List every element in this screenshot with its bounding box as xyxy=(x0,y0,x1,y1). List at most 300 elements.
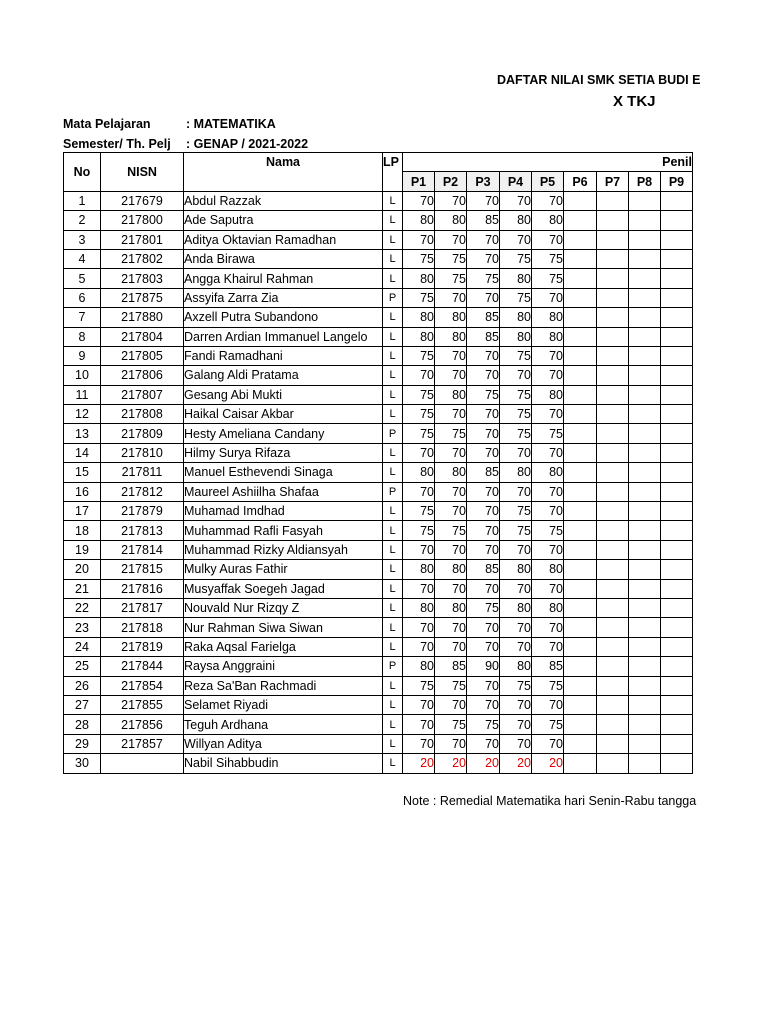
row-nisn: 217815 xyxy=(101,560,184,579)
score-p3: 20 xyxy=(467,754,500,773)
table-row xyxy=(64,308,693,327)
row-lp: L xyxy=(383,734,403,753)
score-p2: 80 xyxy=(435,308,467,327)
row-nama: Axzell Putra Subandono xyxy=(184,308,383,327)
row-nisn xyxy=(101,754,184,773)
subject-label: Mata Pelajaran xyxy=(63,117,151,131)
score-p3: 70 xyxy=(467,637,500,656)
score-p6 xyxy=(564,579,597,598)
score-p3: 85 xyxy=(467,211,500,230)
row-no: 8 xyxy=(64,327,101,346)
score-p4: 75 xyxy=(500,502,532,521)
score-p7 xyxy=(597,366,629,385)
row-nama: Aditya Oktavian Ramadhan xyxy=(184,230,383,249)
row-nama: Haikal Caisar Akbar xyxy=(184,405,383,424)
score-p8 xyxy=(629,191,661,210)
score-p4: 75 xyxy=(500,288,532,307)
row-nama: Galang Aldi Pratama xyxy=(184,366,383,385)
score-p6 xyxy=(564,657,597,676)
header-row-top xyxy=(64,153,693,172)
row-nisn: 217809 xyxy=(101,424,184,443)
score-p6 xyxy=(564,269,597,288)
row-nisn: 217880 xyxy=(101,308,184,327)
score-p7 xyxy=(597,230,629,249)
score-p3: 70 xyxy=(467,482,500,501)
row-lp: L xyxy=(383,715,403,734)
row-no: 28 xyxy=(64,715,101,734)
score-p5: 70 xyxy=(532,579,564,598)
score-p2: 80 xyxy=(435,211,467,230)
row-nisn: 217814 xyxy=(101,540,184,559)
score-p2: 80 xyxy=(435,385,467,404)
score-p5: 80 xyxy=(532,560,564,579)
row-nama: Willyan Aditya xyxy=(184,734,383,753)
score-p4: 75 xyxy=(500,676,532,695)
row-lp: L xyxy=(383,540,403,559)
score-p2: 70 xyxy=(435,230,467,249)
score-p5: 70 xyxy=(532,482,564,501)
score-p8 xyxy=(629,695,661,714)
score-p4: 75 xyxy=(500,346,532,365)
score-p9 xyxy=(661,308,693,327)
score-p2: 70 xyxy=(435,502,467,521)
score-p5: 20 xyxy=(532,754,564,773)
row-no: 25 xyxy=(64,657,101,676)
row-no: 7 xyxy=(64,308,101,327)
score-p9 xyxy=(661,715,693,734)
score-p2: 70 xyxy=(435,191,467,210)
score-p4: 80 xyxy=(500,308,532,327)
score-p6 xyxy=(564,715,597,734)
score-p6 xyxy=(564,308,597,327)
grades-table xyxy=(63,152,693,774)
score-p9 xyxy=(661,502,693,521)
row-nisn: 217817 xyxy=(101,598,184,617)
row-nama: Hilmy Surya Rifaza xyxy=(184,443,383,462)
score-p8 xyxy=(629,424,661,443)
score-p2: 80 xyxy=(435,327,467,346)
score-p5: 70 xyxy=(532,191,564,210)
score-p4: 70 xyxy=(500,230,532,249)
table-row xyxy=(64,288,693,307)
header-p2: P2 xyxy=(435,172,467,191)
score-p3: 75 xyxy=(467,385,500,404)
score-p9 xyxy=(661,598,693,617)
score-p4: 70 xyxy=(500,482,532,501)
score-p5: 80 xyxy=(532,385,564,404)
score-p3: 75 xyxy=(467,269,500,288)
score-p4: 80 xyxy=(500,211,532,230)
score-p5: 75 xyxy=(532,249,564,268)
row-nama: Angga Khairul Rahman xyxy=(184,269,383,288)
score-p5: 80 xyxy=(532,308,564,327)
score-p1: 70 xyxy=(403,579,435,598)
row-nisn: 217811 xyxy=(101,463,184,482)
row-lp: L xyxy=(383,249,403,268)
table-row xyxy=(64,405,693,424)
score-p9 xyxy=(661,230,693,249)
semester-value: : GENAP / 2021-2022 xyxy=(186,137,309,151)
score-p7 xyxy=(597,695,629,714)
table-row xyxy=(64,734,693,753)
score-p8 xyxy=(629,366,661,385)
score-p2: 75 xyxy=(435,521,467,540)
row-no: 2 xyxy=(64,211,101,230)
score-p1: 80 xyxy=(403,211,435,230)
score-p1: 80 xyxy=(403,269,435,288)
row-lp: L xyxy=(383,637,403,656)
row-nisn: 217803 xyxy=(101,269,184,288)
table-row xyxy=(64,249,693,268)
score-p6 xyxy=(564,734,597,753)
score-p4: 70 xyxy=(500,191,532,210)
row-no: 9 xyxy=(64,346,101,365)
score-p2: 75 xyxy=(435,269,467,288)
row-no: 10 xyxy=(64,366,101,385)
row-lp: P xyxy=(383,424,403,443)
row-no: 23 xyxy=(64,618,101,637)
score-p3: 70 xyxy=(467,249,500,268)
score-p7 xyxy=(597,308,629,327)
score-p1: 75 xyxy=(403,249,435,268)
score-p2: 70 xyxy=(435,618,467,637)
score-p3: 70 xyxy=(467,288,500,307)
table-row xyxy=(64,540,693,559)
score-p3: 70 xyxy=(467,443,500,462)
score-p8 xyxy=(629,308,661,327)
row-lp: L xyxy=(383,463,403,482)
score-p9 xyxy=(661,327,693,346)
score-p1: 70 xyxy=(403,443,435,462)
row-nama: Nouvald Nur Rizqy Z xyxy=(184,598,383,617)
score-p8 xyxy=(629,288,661,307)
row-lp: L xyxy=(383,598,403,617)
score-p2: 70 xyxy=(435,734,467,753)
row-no: 3 xyxy=(64,230,101,249)
row-nama: Raka Aqsal Farielga xyxy=(184,637,383,656)
score-p8 xyxy=(629,327,661,346)
score-p3: 70 xyxy=(467,502,500,521)
score-p1: 70 xyxy=(403,637,435,656)
row-nisn: 217808 xyxy=(101,405,184,424)
score-p8 xyxy=(629,734,661,753)
score-p6 xyxy=(564,482,597,501)
remedial-note: Note : Remedial Matematika hari Senin-Rabu tangga xyxy=(403,794,697,808)
score-p4: 75 xyxy=(500,249,532,268)
score-p2: 80 xyxy=(435,598,467,617)
score-p4: 75 xyxy=(500,385,532,404)
score-p3: 70 xyxy=(467,424,500,443)
score-p5: 80 xyxy=(532,463,564,482)
score-p9 xyxy=(661,521,693,540)
score-p8 xyxy=(629,754,661,773)
score-p8 xyxy=(629,560,661,579)
score-p3: 70 xyxy=(467,191,500,210)
score-p1: 75 xyxy=(403,676,435,695)
row-no: 14 xyxy=(64,443,101,462)
header-p7: P7 xyxy=(597,172,629,191)
score-p5: 70 xyxy=(532,502,564,521)
table-row xyxy=(64,695,693,714)
row-nisn: 217810 xyxy=(101,443,184,462)
table-row xyxy=(64,327,693,346)
score-p1: 70 xyxy=(403,715,435,734)
score-p4: 80 xyxy=(500,598,532,617)
row-nama: Muhammad Rafli Fasyah xyxy=(184,521,383,540)
score-p5: 80 xyxy=(532,598,564,617)
score-p8 xyxy=(629,230,661,249)
score-p5: 70 xyxy=(532,405,564,424)
row-nama: Anda Birawa xyxy=(184,249,383,268)
table-row xyxy=(64,269,693,288)
row-lp: L xyxy=(383,676,403,695)
score-p1: 75 xyxy=(403,502,435,521)
score-p9 xyxy=(661,443,693,462)
score-p3: 70 xyxy=(467,346,500,365)
header-no: No xyxy=(64,153,101,192)
score-p7 xyxy=(597,754,629,773)
score-p7 xyxy=(597,424,629,443)
score-p6 xyxy=(564,443,597,462)
row-nama: Musyaffak Soegeh Jagad xyxy=(184,579,383,598)
score-p9 xyxy=(661,346,693,365)
score-p8 xyxy=(629,346,661,365)
row-lp: L xyxy=(383,502,403,521)
table-row xyxy=(64,502,693,521)
row-nama: Abdul Razzak xyxy=(184,191,383,210)
score-p1: 70 xyxy=(403,482,435,501)
score-p9 xyxy=(661,540,693,559)
score-p7 xyxy=(597,637,629,656)
row-lp: P xyxy=(383,482,403,501)
score-p4: 70 xyxy=(500,637,532,656)
row-nama: Fandi Ramadhani xyxy=(184,346,383,365)
row-no: 12 xyxy=(64,405,101,424)
score-p9 xyxy=(661,385,693,404)
row-nisn: 217818 xyxy=(101,618,184,637)
score-p1: 70 xyxy=(403,191,435,210)
score-p3: 70 xyxy=(467,540,500,559)
score-p9 xyxy=(661,405,693,424)
score-p1: 70 xyxy=(403,695,435,714)
score-p4: 70 xyxy=(500,443,532,462)
header-p5: P5 xyxy=(532,172,564,191)
score-p5: 70 xyxy=(532,366,564,385)
score-p5: 75 xyxy=(532,676,564,695)
row-no: 11 xyxy=(64,385,101,404)
score-p2: 70 xyxy=(435,540,467,559)
row-nisn: 217805 xyxy=(101,346,184,365)
row-no: 20 xyxy=(64,560,101,579)
row-no: 18 xyxy=(64,521,101,540)
row-nama: Maureel Ashiilha Shafaa xyxy=(184,482,383,501)
header-nama: Nama xyxy=(184,153,383,192)
row-no: 13 xyxy=(64,424,101,443)
row-nisn: 217816 xyxy=(101,579,184,598)
score-p9 xyxy=(661,269,693,288)
score-p3: 70 xyxy=(467,230,500,249)
score-p7 xyxy=(597,715,629,734)
score-p8 xyxy=(629,676,661,695)
score-p6 xyxy=(564,191,597,210)
score-p5: 70 xyxy=(532,618,564,637)
score-p1: 75 xyxy=(403,385,435,404)
table-row xyxy=(64,443,693,462)
row-no: 1 xyxy=(64,191,101,210)
score-p7 xyxy=(597,482,629,501)
header-p3: P3 xyxy=(467,172,500,191)
row-nama: Manuel Esthevendi Sinaga xyxy=(184,463,383,482)
score-p8 xyxy=(629,443,661,462)
score-p5: 70 xyxy=(532,734,564,753)
score-p7 xyxy=(597,249,629,268)
row-nama: Teguh Ardhana xyxy=(184,715,383,734)
score-p4: 80 xyxy=(500,269,532,288)
score-p9 xyxy=(661,676,693,695)
semester-label: Semester/ Th. Pelj xyxy=(63,137,171,151)
row-nisn: 217857 xyxy=(101,734,184,753)
row-no: 27 xyxy=(64,695,101,714)
score-p6 xyxy=(564,502,597,521)
score-p9 xyxy=(661,657,693,676)
score-p8 xyxy=(629,540,661,559)
score-p7 xyxy=(597,463,629,482)
row-no: 6 xyxy=(64,288,101,307)
score-p3: 85 xyxy=(467,463,500,482)
score-p2: 70 xyxy=(435,695,467,714)
score-p2: 80 xyxy=(435,560,467,579)
row-nama: Muhamad Imdhad xyxy=(184,502,383,521)
score-p8 xyxy=(629,482,661,501)
score-p5: 80 xyxy=(532,211,564,230)
score-p2: 80 xyxy=(435,463,467,482)
score-p9 xyxy=(661,288,693,307)
row-no: 4 xyxy=(64,249,101,268)
score-p9 xyxy=(661,191,693,210)
row-nisn: 217879 xyxy=(101,502,184,521)
table-row xyxy=(64,191,693,210)
score-p5: 70 xyxy=(532,540,564,559)
score-p9 xyxy=(661,560,693,579)
score-p2: 70 xyxy=(435,366,467,385)
row-no: 19 xyxy=(64,540,101,559)
score-p2: 70 xyxy=(435,443,467,462)
score-p6 xyxy=(564,230,597,249)
row-nisn: 217804 xyxy=(101,327,184,346)
score-p5: 75 xyxy=(532,424,564,443)
score-p3: 70 xyxy=(467,579,500,598)
subject-value: : MATEMATIKA xyxy=(186,117,276,131)
score-p6 xyxy=(564,211,597,230)
score-p7 xyxy=(597,618,629,637)
row-lp: P xyxy=(383,288,403,307)
row-lp: L xyxy=(383,579,403,598)
score-p6 xyxy=(564,618,597,637)
score-p3: 70 xyxy=(467,676,500,695)
score-p8 xyxy=(629,637,661,656)
row-nisn: 217801 xyxy=(101,230,184,249)
score-p1: 80 xyxy=(403,463,435,482)
score-p2: 70 xyxy=(435,288,467,307)
score-p1: 80 xyxy=(403,598,435,617)
score-p6 xyxy=(564,676,597,695)
row-nama: Darren Ardian Immanuel Langelo xyxy=(184,327,383,346)
row-nisn: 217819 xyxy=(101,637,184,656)
row-nisn: 217807 xyxy=(101,385,184,404)
row-no: 5 xyxy=(64,269,101,288)
score-p6 xyxy=(564,560,597,579)
row-no: 22 xyxy=(64,598,101,617)
score-p7 xyxy=(597,327,629,346)
row-nisn: 217802 xyxy=(101,249,184,268)
score-p8 xyxy=(629,211,661,230)
score-p5: 70 xyxy=(532,288,564,307)
score-p2: 20 xyxy=(435,754,467,773)
row-lp: L xyxy=(383,405,403,424)
row-no: 17 xyxy=(64,502,101,521)
score-p5: 70 xyxy=(532,346,564,365)
score-p9 xyxy=(661,695,693,714)
table-row xyxy=(64,424,693,443)
score-p9 xyxy=(661,637,693,656)
score-p4: 70 xyxy=(500,366,532,385)
score-p9 xyxy=(661,482,693,501)
score-p7 xyxy=(597,521,629,540)
row-nama: Hesty Ameliana Candany xyxy=(184,424,383,443)
header-p6: P6 xyxy=(564,172,597,191)
score-p8 xyxy=(629,579,661,598)
score-p1: 70 xyxy=(403,366,435,385)
score-p9 xyxy=(661,463,693,482)
row-lp: L xyxy=(383,618,403,637)
row-lp: L xyxy=(383,366,403,385)
score-p1: 20 xyxy=(403,754,435,773)
row-lp: L xyxy=(383,211,403,230)
score-p6 xyxy=(564,754,597,773)
score-p1: 70 xyxy=(403,540,435,559)
table-row xyxy=(64,657,693,676)
row-lp: L xyxy=(383,385,403,404)
row-nisn: 217854 xyxy=(101,676,184,695)
score-p7 xyxy=(597,560,629,579)
score-p3: 85 xyxy=(467,560,500,579)
score-p5: 75 xyxy=(532,269,564,288)
row-nisn: 217679 xyxy=(101,191,184,210)
score-p1: 75 xyxy=(403,288,435,307)
row-no: 21 xyxy=(64,579,101,598)
table-row xyxy=(64,579,693,598)
score-p4: 80 xyxy=(500,463,532,482)
score-p6 xyxy=(564,405,597,424)
row-nisn: 217800 xyxy=(101,211,184,230)
score-p2: 75 xyxy=(435,676,467,695)
score-p1: 80 xyxy=(403,327,435,346)
score-p1: 75 xyxy=(403,405,435,424)
score-p3: 75 xyxy=(467,715,500,734)
row-nisn: 217812 xyxy=(101,482,184,501)
row-lp: L xyxy=(383,754,403,773)
row-nama: Raysa Anggraini xyxy=(184,657,383,676)
row-lp: L xyxy=(383,443,403,462)
grade-rows xyxy=(64,191,693,773)
score-p4: 70 xyxy=(500,618,532,637)
score-p1: 75 xyxy=(403,424,435,443)
row-nisn: 217806 xyxy=(101,366,184,385)
row-lp: L xyxy=(383,308,403,327)
score-p8 xyxy=(629,269,661,288)
header-lp: LP xyxy=(383,153,403,192)
row-no: 16 xyxy=(64,482,101,501)
